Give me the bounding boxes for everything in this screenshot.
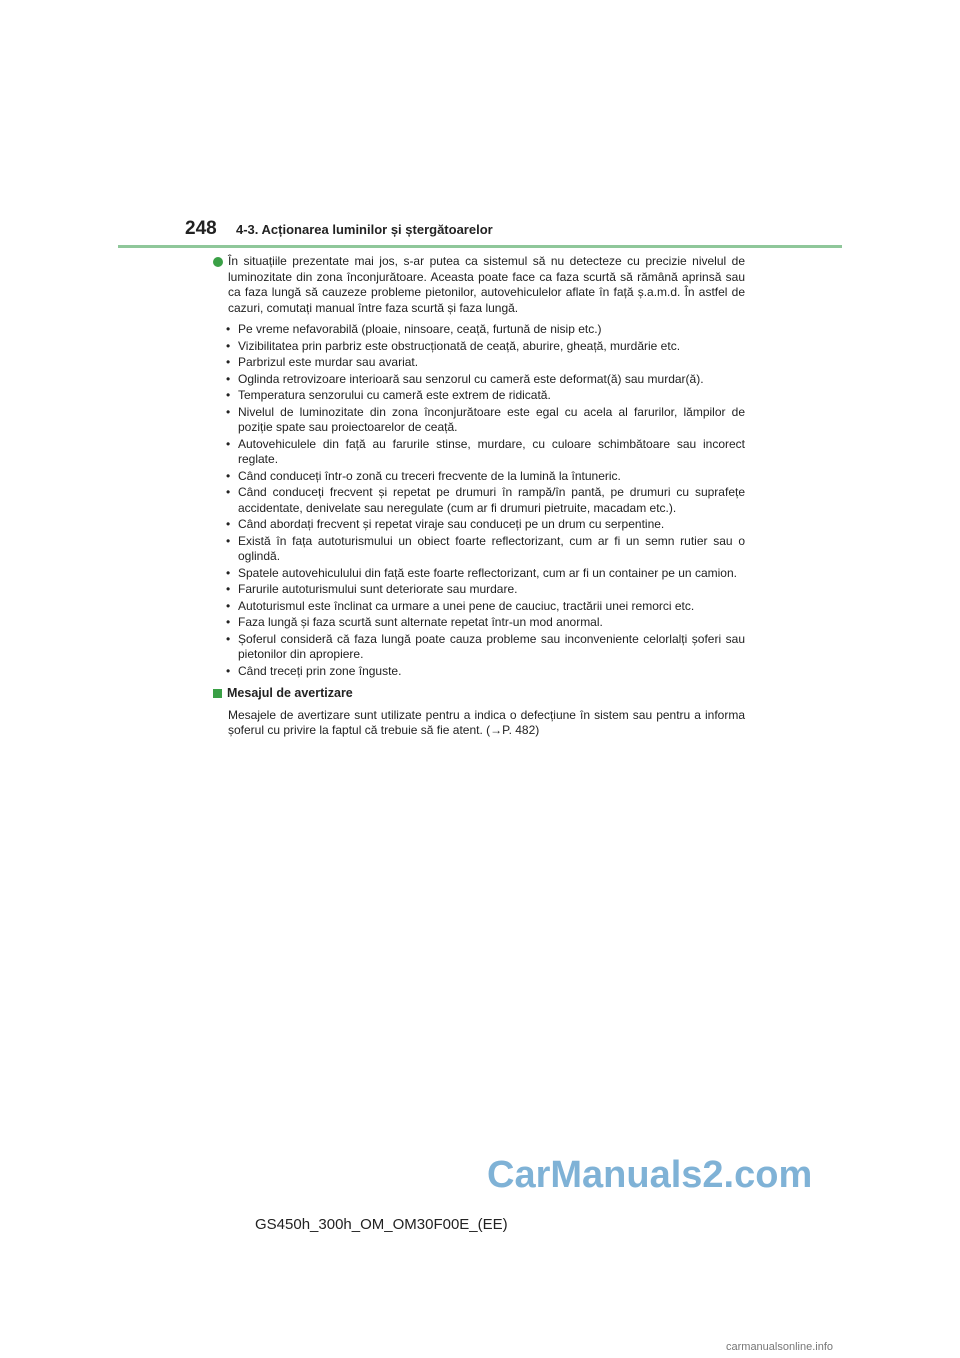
list-item-text: Există în fața autoturismului un obiect foarte reflectorizant, cum ar fi un semn rutier sau o oglindă.: [238, 533, 745, 563]
conditions-list: [213, 322, 745, 679]
list-item-text: Autoturismul este înclinat ca urmare a unei pene de cauciuc, tractării unei remorci etc.: [238, 598, 695, 613]
bullet-icon: •: [226, 338, 231, 353]
page-content: [213, 254, 745, 739]
bullet-icon: •: [226, 485, 231, 499]
square-bullet-icon: [213, 689, 222, 698]
site-watermark: carmanualsonline.info: [726, 1341, 834, 1353]
warning-heading: [213, 686, 745, 702]
list-item-text: Autovehiculele din față au farurile stinse, murdare, cu culoare schimbătoare sau incorect reglate.: [238, 436, 745, 466]
bullet-icon: •: [226, 615, 231, 629]
bullet-dot-icon: [213, 257, 223, 267]
list-item: [226, 565, 745, 582]
bullet-icon: •: [226, 468, 231, 483]
intro-paragraph: [213, 254, 745, 316]
bullet-icon: •: [226, 404, 231, 419]
list-item: [226, 533, 745, 565]
bullet-icon: •: [226, 565, 231, 580]
list-item: [226, 371, 745, 388]
list-item-text: Farurile autoturismului sunt deteriorate sau murdare.: [238, 582, 518, 596]
bullet-icon: •: [226, 598, 231, 613]
section-title: 4-3. Acționarea luminilor și ștergătoarelor: [236, 222, 493, 237]
list-item-text: Când conduceți într-o zonă cu treceri frecvente de la lumină la întuneric.: [238, 468, 621, 483]
bullet-icon: •: [226, 533, 231, 548]
warning-heading-text: Mesajul de avertizare: [227, 686, 353, 700]
list-item-text: Când treceți prin zone înguste.: [238, 663, 402, 678]
list-item: [226, 485, 745, 516]
bullet-icon: •: [226, 631, 231, 646]
page-number: 248: [185, 218, 217, 239]
intro-text: În situațiile prezentate mai jos, s-ar putea ca sistemul să nu detecteze cu precizie nivelul de luminozitate din zona înconjurătoare. Aceasta poate face ca faza scurtă să rămână aprinsă sau ca faza lungă să cauzeze probleme pietonilor, autovehiculelor aflate în față ș.a.m.d. În astfel de cazuri, comutați manual între faza scurtă și faza lungă.: [228, 254, 745, 315]
list-item-text: Pe vreme nefavorabilă (ploaie, ninsoare, ceață, furtună de nisip etc.): [238, 322, 602, 336]
list-item-text: Temperatura senzorului cu cameră este extrem de ridicată.: [238, 388, 551, 402]
list-item-text: Oglinda retrovizoare interioară sau senzorul cu cameră este deformat(ă) sau murdar(ă).: [238, 371, 704, 386]
list-item-text: Când conduceți frecvent și repetat pe drumuri în rampă/în pantă, pe drumuri cu suprafețe accidentate, denivelate sau neregulate (cum ar fi drumuri pietruite, macadam etc.).: [238, 485, 745, 515]
list-item: [226, 615, 745, 631]
list-item: [226, 388, 745, 404]
list-item-text: Șoferul consideră că faza lungă poate cauza probleme sau inconveniente celorlalți șoferi sau pietonilor din apropiere.: [238, 631, 745, 661]
bullet-icon: •: [226, 436, 231, 451]
list-item-text: Spatele autovehiculului din față este foarte reflectorizant, cum ar fi un container pe un camion.: [238, 565, 737, 580]
list-item: [226, 468, 745, 485]
footer-code: GS450h_300h_OM_OM30F00E_(EE): [255, 1216, 508, 1233]
warning-text: Mesajele de avertizare sunt utilizate pentru a indica o defecțiune în sistem sau pentru a informa șoferul cu privire la faptul că trebuie să fie atent. (→P. 482): [228, 707, 745, 737]
list-item: [226, 436, 745, 468]
list-item: [226, 404, 745, 436]
list-item: [226, 322, 745, 338]
bullet-icon: •: [226, 371, 231, 386]
bullet-icon: •: [226, 388, 231, 402]
list-item: [226, 338, 745, 355]
list-item-text: Faza lungă și faza scurtă sunt alternate repetat într-un mod anormal.: [238, 615, 603, 629]
watermark-logo: CarManuals2.com: [487, 1154, 813, 1196]
list-item: [226, 663, 745, 680]
list-item-text: Parbrizul este murdar sau avariat.: [238, 355, 419, 369]
header-rule: [118, 245, 842, 248]
bullet-icon: •: [226, 355, 231, 369]
list-item: [226, 631, 745, 663]
list-item-text: Când abordați frecvent și repetat viraje sau conduceți pe un drum cu serpentine.: [238, 517, 665, 531]
list-item: [226, 517, 745, 533]
list-item: [226, 598, 745, 615]
list-item-text: Vizibilitatea prin parbriz este obstrucționată de ceață, aburire, gheață, murdărie etc.: [238, 338, 681, 353]
bullet-icon: •: [226, 517, 231, 531]
page-header: [185, 218, 845, 248]
list-item-text: Nivelul de luminozitate din zona înconjurătoare este egal cu acela al farurilor, lămpilor de poziție spate sau proiectoarelor de ceață.: [238, 404, 745, 434]
bullet-icon: •: [226, 663, 231, 678]
bullet-icon: •: [226, 322, 231, 336]
bullet-icon: •: [226, 582, 231, 596]
list-item: [226, 582, 745, 598]
list-item: [226, 355, 745, 371]
